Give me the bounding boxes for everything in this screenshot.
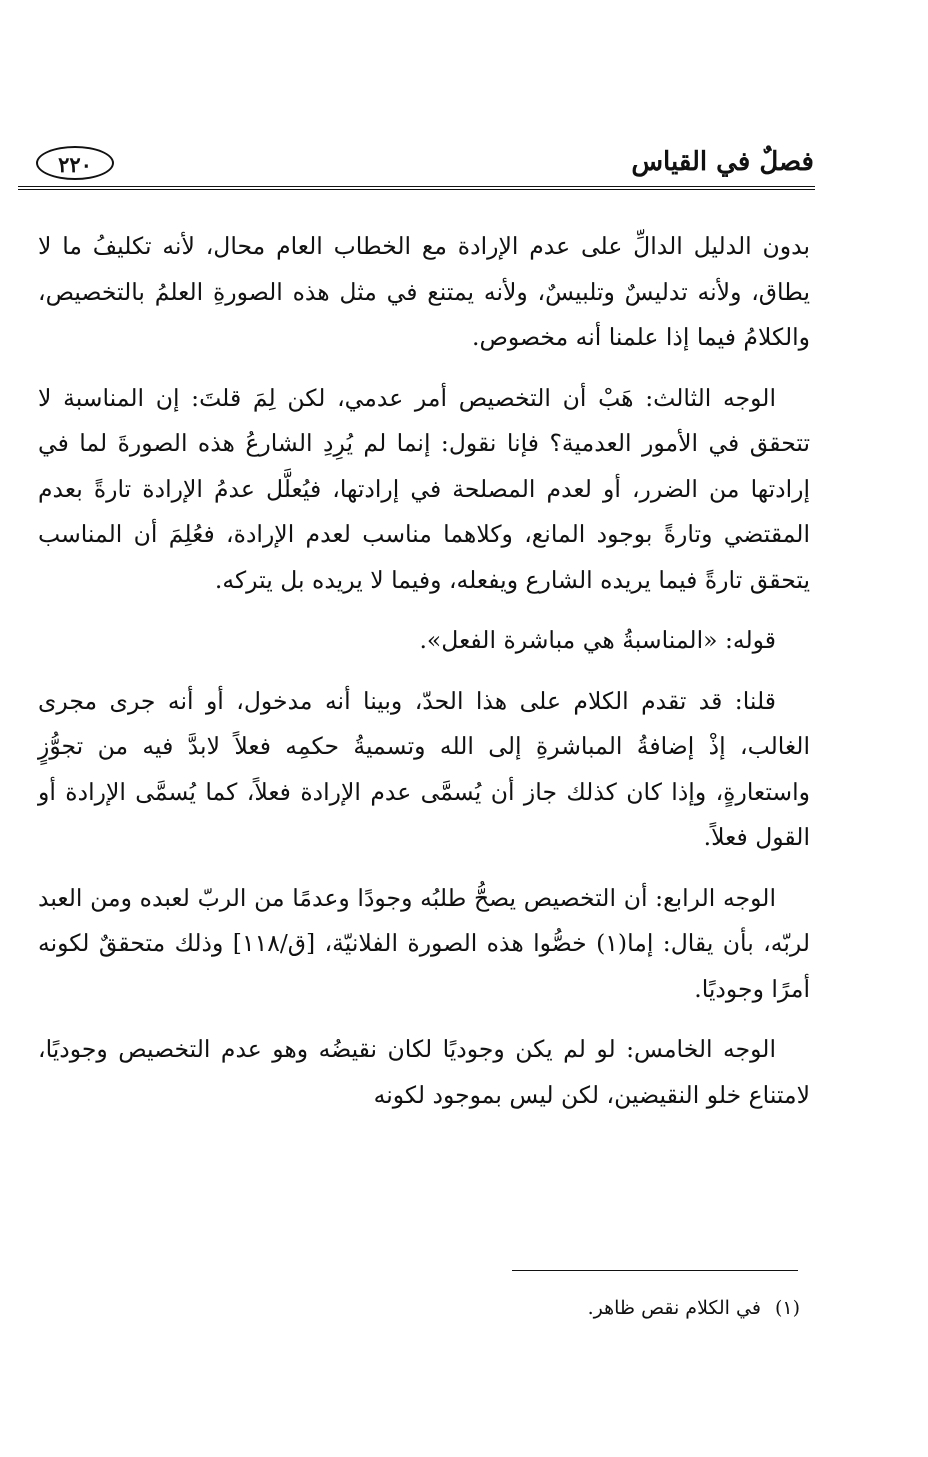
footnote (588, 1293, 800, 1323)
page-number-badge: ٢٢٠ (36, 146, 114, 180)
paragraph-5: الوجه الرابع: أن التخصيص يصحُّ طلبُه وجودًا وعدمًا من الربّ لعبده ومن العبد لربّه، بأن يقال: إما(١) خصُّوا هذه الصورة الفلانيّة، [ق/١١٨] وذلك متحققٌ لكونه أمرًا وجوديًا. (38, 883, 811, 1003)
paragraph-2: الوجه الثالث: هَبْ أن التخصيص أمر عدمي، لكن لِمَ قلتَ: إن المناسبة لا تتحقق في الأمور العدمية؟ فإنا نقول: إنما لم يُرِدِ الشارعُ هذه الصورةَ لما في إرادتها من الضرر، أو لعدم المصلحة في إرادتها، فيُعلَّل عدمُ الإرادة تارةً بعدم المقتضي وتارةً بوجود المانع، وكلاهما مناسب لعدم الإرادة، فعُلِمَ أن المناسب يتحقق تارةً فيما يريده الشارع ويفعله، وفيما لا يريده بل يتركه. (38, 383, 810, 594)
paragraph-4: قلنا: قد تقدم الكلام على هذا الحدّ، وبينا أنه مدخول، أو أنه جرى مجرى الغالب، إذْ إضافةُ المباشرةِ إلى الله وتسميةُ حكمِه فعلاً لابدَّ فيه من تجوُّزٍ واستعارةٍ، وإذا كان كذلك جاز أن يُسمَّى عدم الإرادة فعلاً، كما يُسمَّى الإرادة أو القول فعلاً. (38, 686, 810, 851)
footnote-marker: (١) (774, 1297, 800, 1319)
footnote-text: في الكلام نقص ظاهر. (587, 1297, 761, 1319)
paragraph-6: الوجه الخامس: لو لم يكن وجوديًا لكان نقيضُه وهو عدم التخصيص وجوديًا، لامتناع خلو النقيضين، لكن ليس بموجود لكونه (38, 1035, 810, 1109)
running-title: فصلٌ في القياس (631, 147, 814, 177)
paragraph-1: بدون الدليل الدالِّ على عدم الإرادة مع الخطاب العام محال، لأنه تكليفُ ما لا يطاق، ولأنه تدليسٌ وتلبيسٌ، ولأنه يمتنع في مثل هذه الصورةِ العلمُ بالتخصيص، والكلامُ فيما إذا علمنا أنه مخصوص. (38, 232, 810, 351)
paragraph-3: قوله: «المناسبةُ هي مباشرة الفعل». (419, 626, 776, 654)
page-header (14, 140, 814, 190)
footnote-divider (512, 1270, 798, 1271)
header-divider (18, 186, 815, 190)
main-text (38, 224, 810, 1133)
